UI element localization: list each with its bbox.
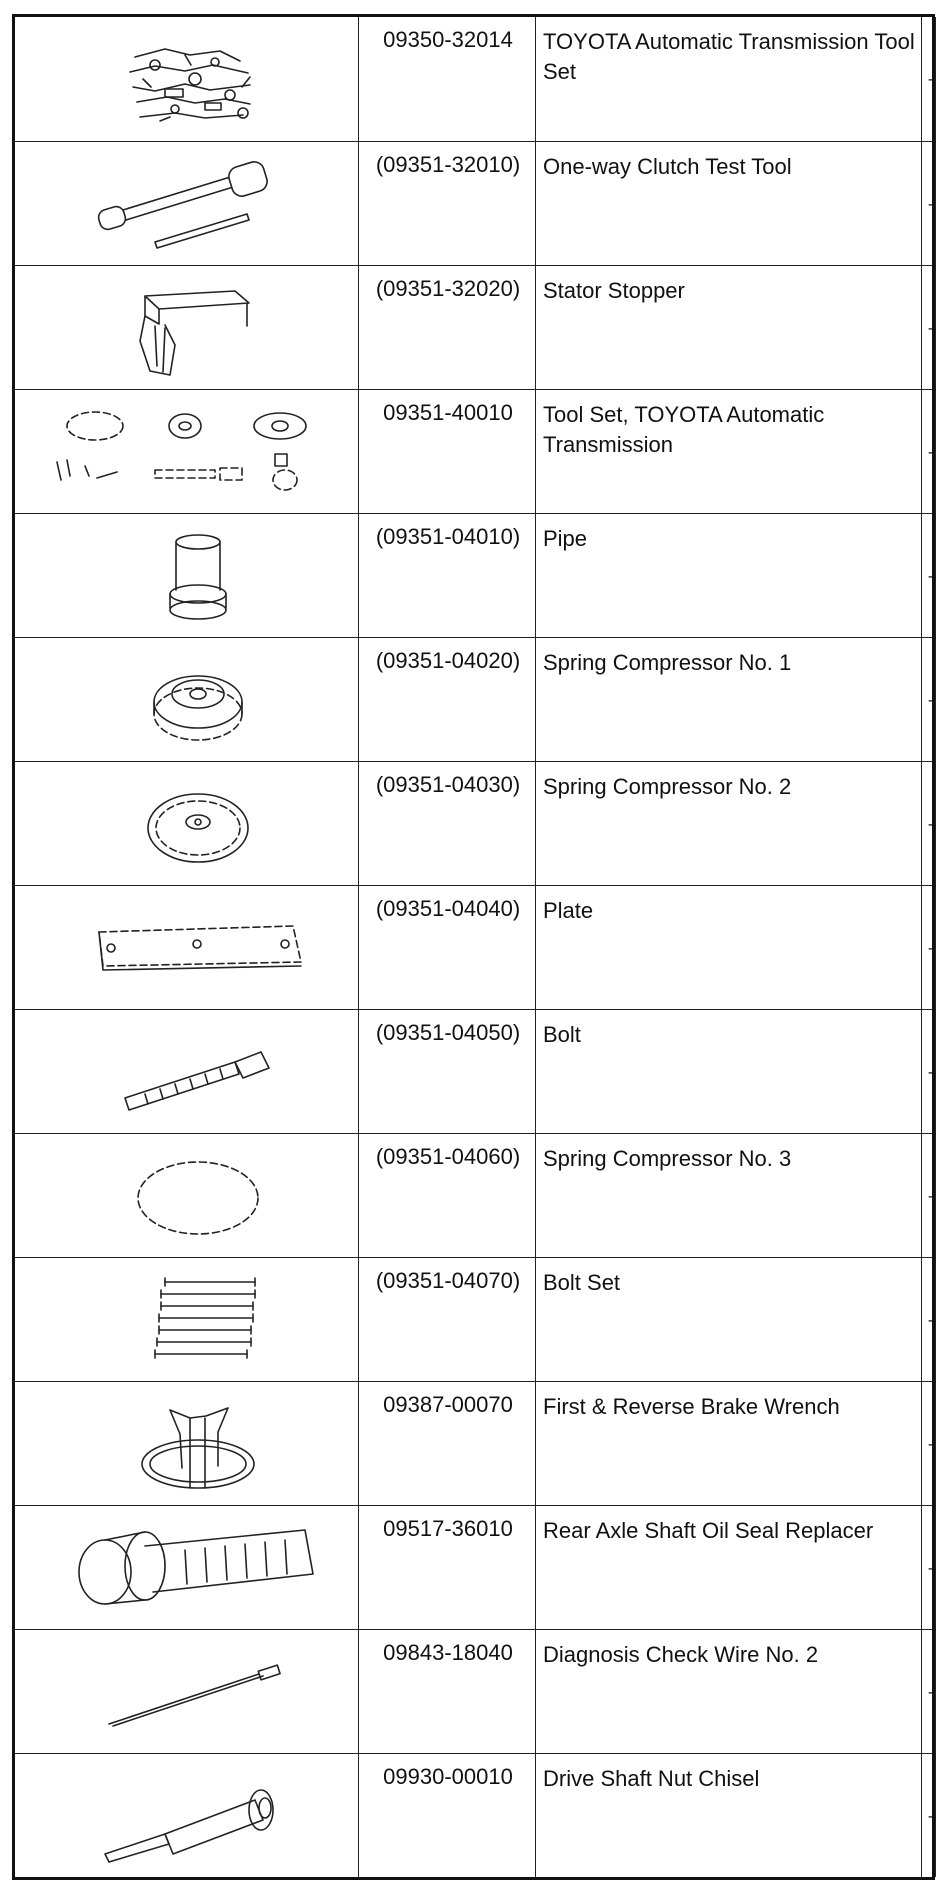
tool-name: Spring Compressor No. 1 <box>543 650 792 675</box>
table-row <box>15 1629 932 1753</box>
row-mark: - <box>927 1436 934 1453</box>
table-row <box>15 637 932 761</box>
row-mark: - <box>927 1684 934 1701</box>
part-number: 09387-00070 <box>383 1392 513 1417</box>
row-mark: - <box>927 692 934 709</box>
row-mark: - <box>927 568 934 585</box>
row-mark: - <box>927 940 934 957</box>
tool-name: Pipe <box>543 526 588 551</box>
tool-name: Rear Axle Shaft Oil Seal Replacer <box>543 1518 874 1543</box>
part-number: 09930-00010 <box>383 1764 513 1789</box>
clutch-test-tool-icon <box>15 142 361 265</box>
spring-compressor-2-icon <box>15 762 361 885</box>
table-row <box>15 761 932 885</box>
brake-wrench-icon <box>15 1382 361 1505</box>
table-row <box>15 1381 932 1505</box>
part-number: (09351-04060) <box>375 1144 521 1169</box>
row-mark: - <box>927 444 934 461</box>
table-row <box>15 17 932 141</box>
tool-name: Spring Compressor No. 3 <box>543 1146 792 1171</box>
bolt-set-icon <box>15 1258 361 1381</box>
row-mark: - <box>927 320 934 337</box>
table-row <box>15 1009 932 1133</box>
table-row <box>15 885 932 1009</box>
table-row <box>15 141 932 265</box>
table-row <box>15 1133 932 1257</box>
bolt-icon <box>15 1010 361 1133</box>
special-tools-table <box>12 14 935 1880</box>
tool-name: Plate <box>543 898 594 923</box>
row-mark: - <box>927 71 934 88</box>
column-divider <box>935 17 936 1877</box>
tool-name: First & Reverse Brake Wrench <box>543 1394 840 1419</box>
row-mark: - <box>927 1560 934 1577</box>
part-number: (09351-04040) <box>375 896 521 921</box>
check-wire-icon <box>15 1630 361 1753</box>
tool-name: Diagnosis Check Wire No. 2 <box>543 1642 819 1667</box>
tool-name: Spring Compressor No. 2 <box>543 774 792 799</box>
row-mark: - <box>927 816 934 833</box>
pipe-icon <box>15 514 361 637</box>
tool-name: Drive Shaft Nut Chisel <box>543 1766 760 1791</box>
tool-set-parts-icon <box>15 390 361 513</box>
tool-name: TOYOTA Automatic Transmission Tool Set <box>543 29 915 84</box>
tool-name: Bolt Set <box>543 1270 621 1295</box>
row-mark: - <box>927 1312 934 1329</box>
nut-chisel-icon <box>15 1754 361 1877</box>
tool-name: One-way Clutch Test Tool <box>543 154 792 179</box>
table-row <box>15 1505 932 1629</box>
tool-name: Stator Stopper <box>543 278 685 303</box>
stator-stopper-icon <box>15 266 361 389</box>
part-number: 09350-32014 <box>383 27 513 52</box>
row-mark: - <box>927 1188 934 1205</box>
table-row <box>15 389 932 513</box>
row-mark: - <box>927 1808 934 1825</box>
table-row <box>15 265 932 389</box>
tool-name: Tool Set, TOYOTA Automatic Transmission <box>543 402 825 457</box>
part-number: 09351-40010 <box>383 400 513 425</box>
table-row <box>15 1753 932 1877</box>
part-number: 09843-18040 <box>383 1640 513 1665</box>
part-number: (09351-04050) <box>375 1020 521 1045</box>
part-number: 09517-36010 <box>383 1516 513 1541</box>
part-number: (09351-32010) <box>375 152 521 177</box>
spring-compressor-1-icon <box>15 638 361 761</box>
row-mark: - <box>927 1064 934 1081</box>
tool-name: Bolt <box>543 1022 581 1047</box>
tool-set-pile-icon <box>15 17 361 140</box>
part-number: (09351-04020) <box>375 648 521 673</box>
part-number: (09351-04030) <box>375 772 521 797</box>
part-number: (09351-04010) <box>375 524 521 549</box>
table-row <box>15 513 932 637</box>
spring-compressor-3-icon <box>15 1134 361 1257</box>
part-number: (09351-32020) <box>375 276 521 301</box>
oil-seal-replacer-icon <box>15 1506 361 1629</box>
part-number: (09351-04070) <box>375 1268 521 1293</box>
table-row <box>15 1257 932 1381</box>
row-mark: - <box>927 196 934 213</box>
plate-icon <box>15 886 361 1009</box>
